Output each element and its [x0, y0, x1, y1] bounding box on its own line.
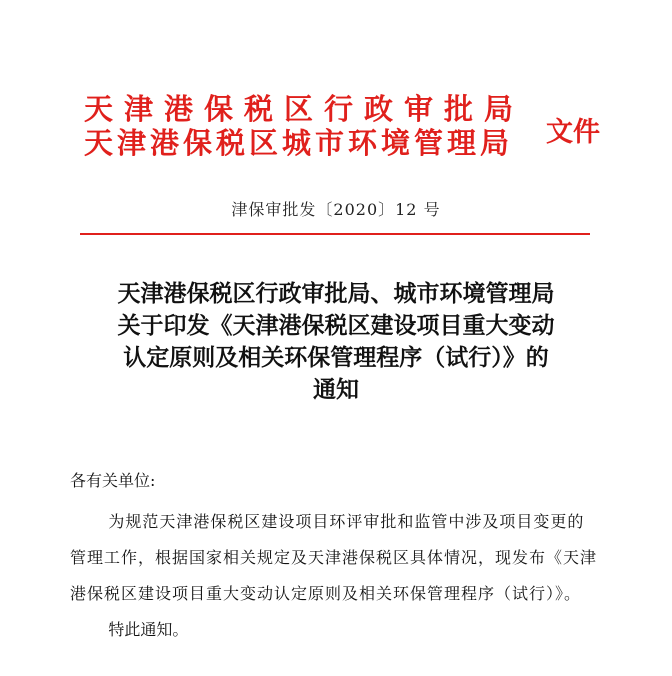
- title-line-1: 天津港保税区行政审批局、城市环境管理局: [117, 280, 555, 307]
- title-line-4: 通知: [313, 376, 359, 403]
- title-line-3: 认定原则及相关环保管理程序（试行）》的: [123, 344, 549, 371]
- closing-line: 特此通知。: [108, 620, 189, 639]
- body-paragraph: 为规范天津港保税区建设项目环评审批和监管中涉及项目变更的管理工作，根据国家相关规定及天津港保税区具体情况，现发布《天津港保税区建设项目重大变动认定原则及相关环保管理程序（试行）》。: [70, 512, 598, 603]
- document-title: [70, 278, 602, 406]
- document-number: 津保审批发〔2020〕12 号: [231, 200, 441, 219]
- red-divider-line: [80, 233, 590, 235]
- issuing-authority-header: [84, 92, 604, 162]
- issuer-name-1: 天津港保税区行政审批局: [84, 92, 525, 126]
- salutation: 各有关单位:: [70, 471, 156, 490]
- document-type-label: 文件: [546, 117, 600, 148]
- issuer-name-2: 天津港保税区城市环境管理局: [84, 126, 514, 160]
- title-line-2: 关于印发《天津港保税区建设项目重大变动: [117, 312, 555, 339]
- document-body: [70, 466, 600, 646]
